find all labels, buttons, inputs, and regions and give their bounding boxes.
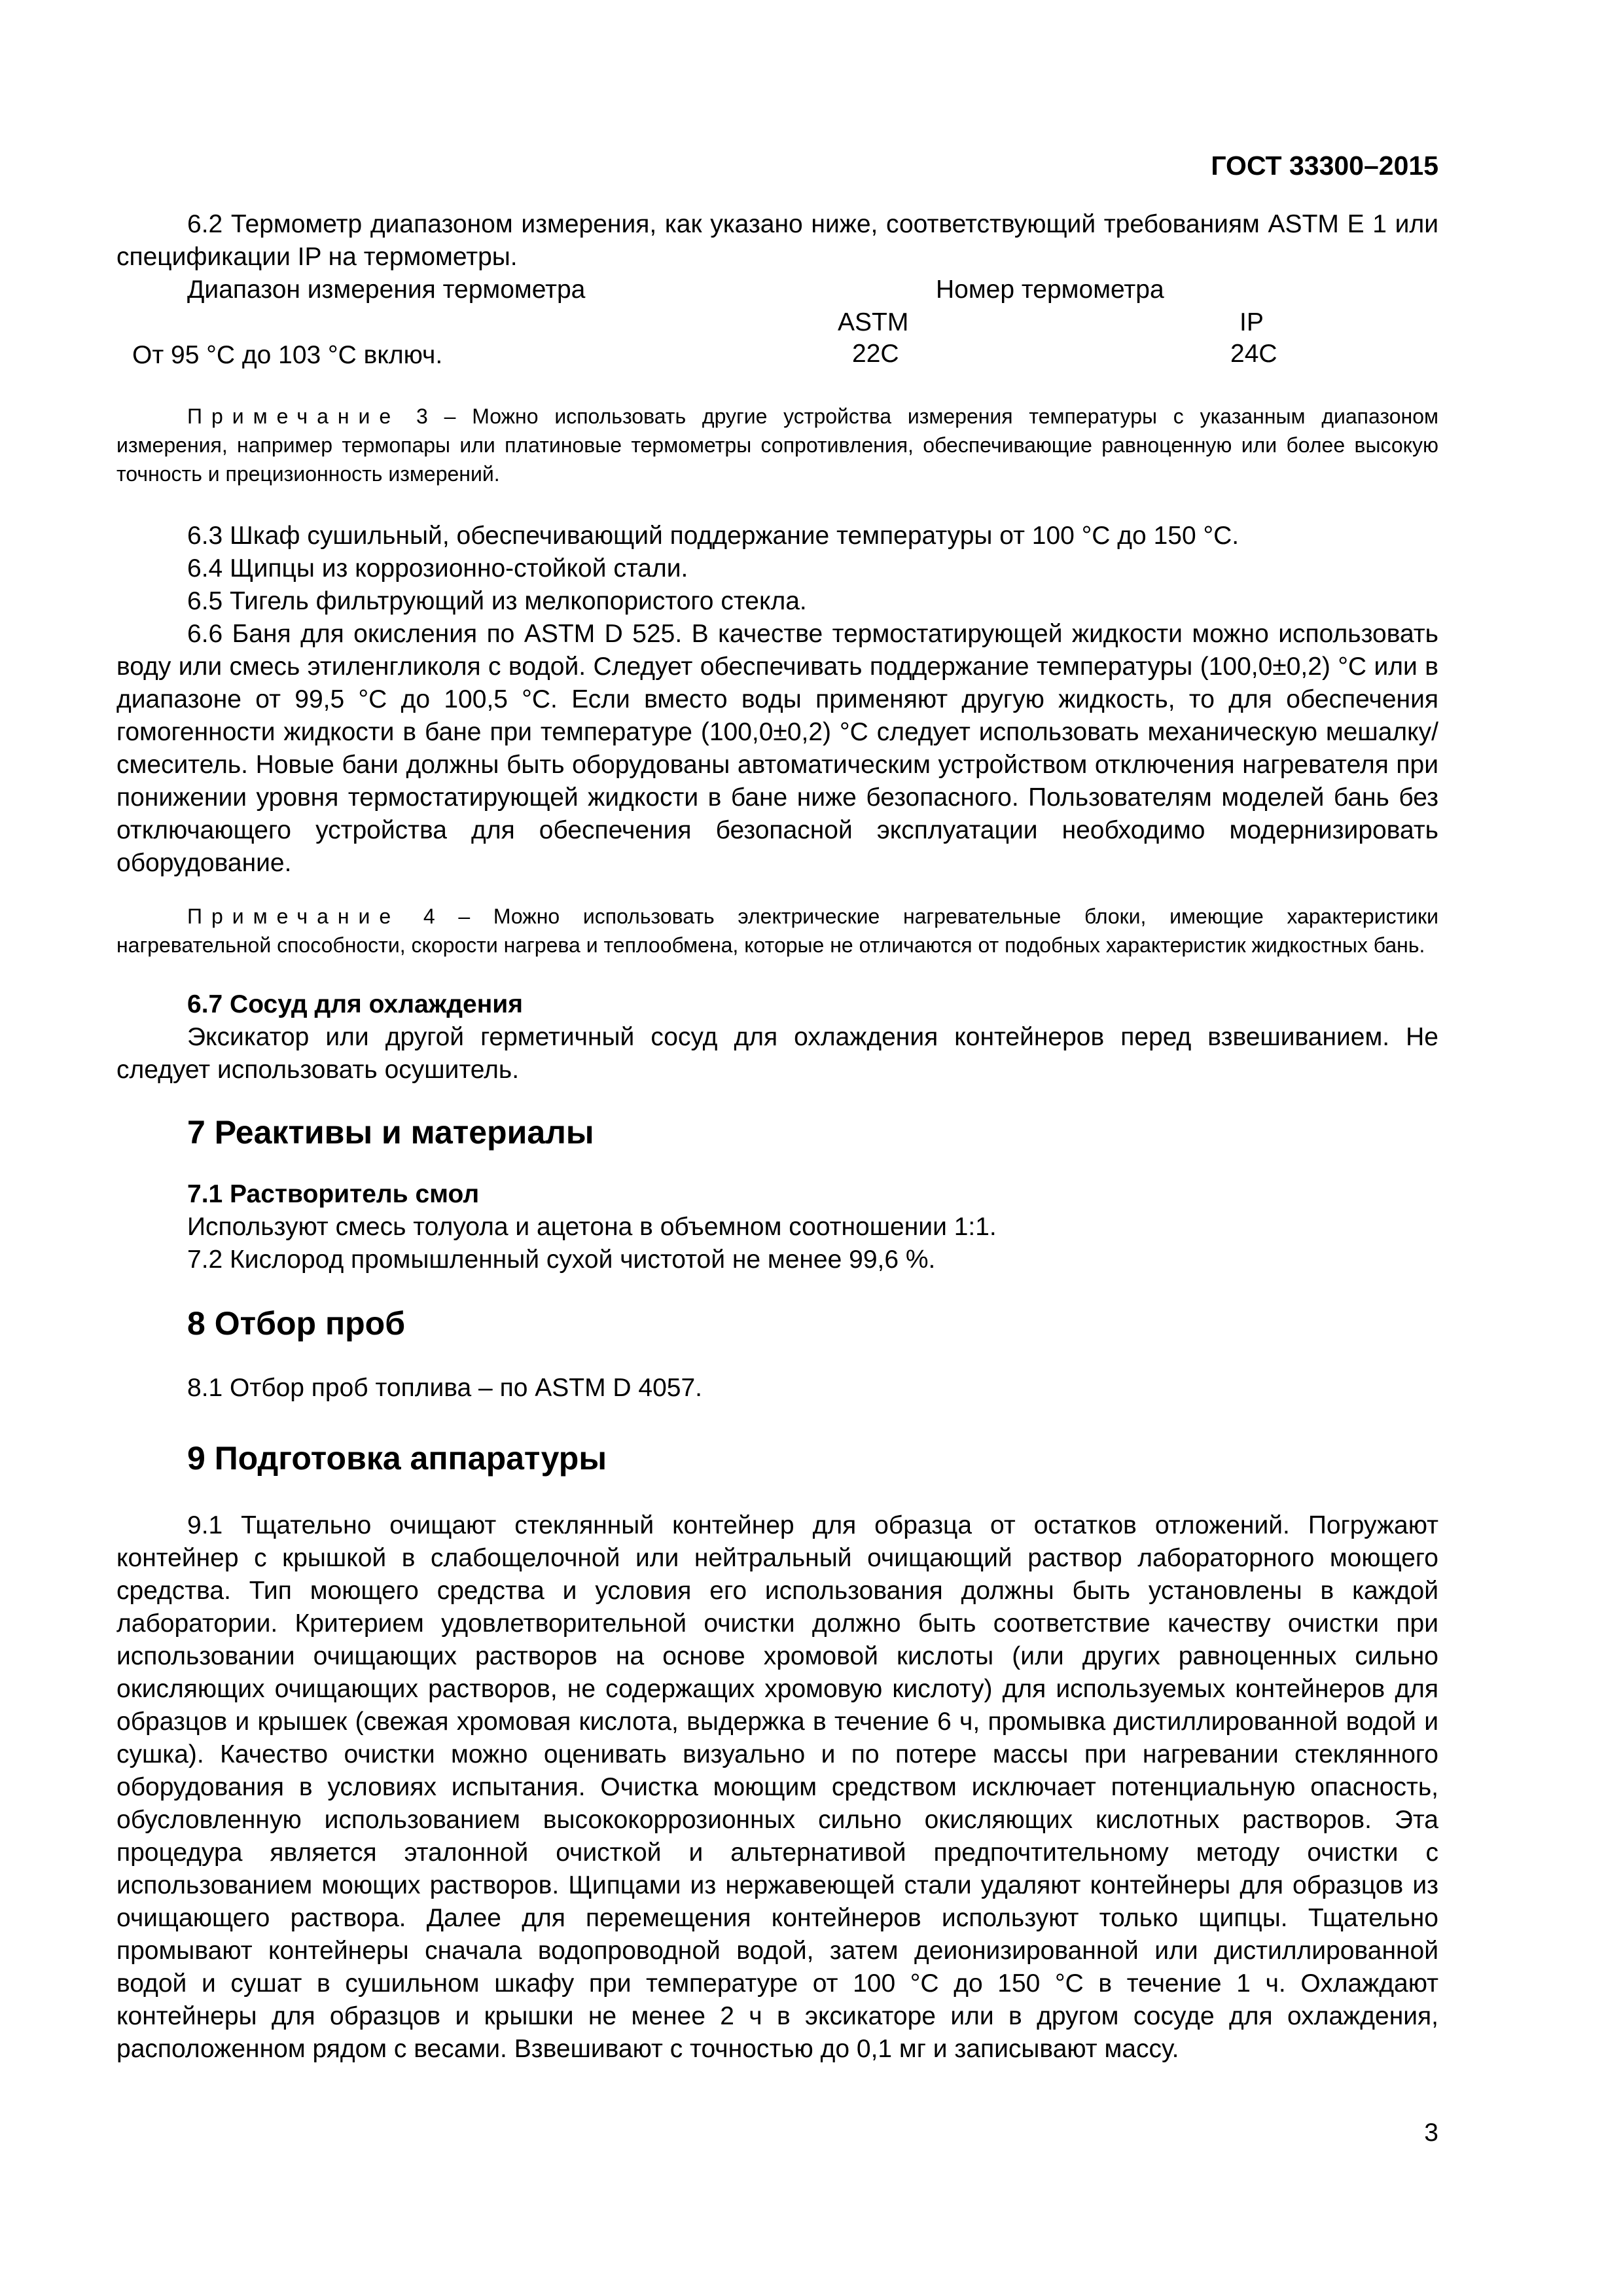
note-3 [116,402,1438,488]
table-header-number: Номер термометра [936,276,1164,304]
para-6-3: 6.3 Шкаф сушильный, обеспечивающий поддержание температуры от 100 °С до 150 °С. [187,522,1240,550]
table-cell-ip: 24С [1230,340,1277,368]
note-4-label: Примечание [187,905,401,928]
heading-6-7: 6.7 Сосуд для охлаждения [187,990,524,1018]
para-9-1: 9.1 Тщательно очищают стеклянный контейнер для образца от остатков отложений. Погружают контейнер с крышкой в слабощелочной или нейтральный очищающий раствор лабораторного моющего средства. Тип моющего средства и условия его использования должны быть установлены в каждой лаборатории. Критерием удовлетворительной очистки должно быть соответствие качеству очистки при использовании очищающих растворов на основе хромовой кислоты (или других равноценных сильно окисляющих очищающих растворов, не содержащих хромовую кислоту) для используемых контейнеров для образцов и крышек (свежая хромовая кислота, выдержка в течение 6 ч, промывка дистиллированной водой и сушка). Качество очистки можно оценивать визуально и по потере массы при нагревании стеклянного оборудования в условиях испытания. Очистка моющим средством исключает потенциальную опасность, обусловленную использованием высококоррозионных сильно окисляющих кислотных растворов. Эта процедура является эталонной очисткой и альтернативой предпочтительному методу очистки с использованием моющих растворов. Щипцами из нержавеющей стали удаляют контейнеры для образцов из очищающего раствора. Далее для перемещения контейнеров используют только щипцы. Тщательно промывают контейнеры сначала водопроводной водой, затем деионизированной или дистиллированной водой и сушат в сушильном шкафу при температуре от 100 °С до 150 °С в течение 1 ч. Охлаждают контейнеры для образцов и крышки не менее 2 ч в эксикаторе или в другом сосуде для охлаждения, расположенном рядом с весами. Взвешивают с точностью до 0,1 мг и записывают массу. [116,1511,1438,2063]
para-6-5: 6.5 Тигель фильтрующий из мелкопористого стекла. [187,587,807,615]
para-6-7: Эксикатор или другой герметичный сосуд для охлаждения контейнеров перед взвешиванием. Не следует использовать осушитель. [116,1023,1438,1084]
para-6-4: 6.4 Щипцы из коррозионно-стойкой стали. [187,554,688,583]
para-7-1: Используют смесь толуола и ацетона в объемном соотношении 1:1. [187,1213,997,1241]
table-header-range: Диапазон измерения термометра [187,276,586,304]
section-heading-7: 7 Реактивы и материалы [187,1114,594,1151]
document-code: ГОСТ 33300–2015 [1211,151,1438,181]
note-4-text: 4 – Можно использовать электрические нагревательные блоки, имеющие характеристики нагревательной способности, скорости нагрева и теплообмена, которые не отличаются от подобных характеристик жидкостных бань. [116,905,1439,957]
section-heading-8: 8 Отбор проб [187,1305,406,1342]
note-4 [116,902,1438,960]
page-number: 3 [1424,2119,1438,2147]
page-body [116,0,1438,2066]
heading-7-1: 7.1 Растворитель смол [187,1180,480,1208]
table-cell-astm: 22С [852,340,899,368]
thermometer-table [116,274,1438,378]
note-3-text: 3 – Можно использовать другие устройства измерения температуры с указанным диапазоном измерения, например термопары или платиновые термометры сопротивления, обеспечивающие равноценную или более высокую точность и прецизионность измерений. [116,404,1439,486]
table-cell-range: От 95 °С до 103 °С включ. [132,341,443,369]
section-heading-9: 9 Подготовка аппаратуры [187,1440,607,1477]
note-3-label: Примечание [187,404,401,428]
para-8-1: 8.1 Отбор проб топлива – по ASTM D 4057. [187,1374,702,1402]
para-6-6: 6.6 Баня для окисления по ASTM D 525. В качестве термостатирующей жидкости можно использовать воду или смесь этиленгликоля с водой. Следует обеспечивать поддержание температуры (100,0±0,2) °С или в диапазоне от 99,5 °С до 100,5 °С. Если вместо воды применяют другую жидкость, то для обеспечения гомогенности жидкости в бане при температуре (100,0±0,2) °С следует использовать механическую мешалку/смеситель. Новые бани должны быть оборудованы автоматическим устройством отключения нагревателя при понижении уровня термостатирующей жидкости в бане ниже безопасного. Пользователям моделей бань без отключающего устройства для обеспечения безопасной эксплуатации необходимо модернизировать оборудование. [116,620,1438,877]
para-7-2: 7.2 Кислород промышленный сухой чистотой не менее 99,6 %. [187,1246,936,1274]
para-6-2: 6.2 Термометр диапазоном измерения, как указано ниже, соответствующий требованиям ASTM E 1 или спецификации IP на термометры. [116,210,1438,271]
table-subheader-ip: IP [1240,308,1264,336]
table-subheader-astm: ASTM [838,308,909,336]
